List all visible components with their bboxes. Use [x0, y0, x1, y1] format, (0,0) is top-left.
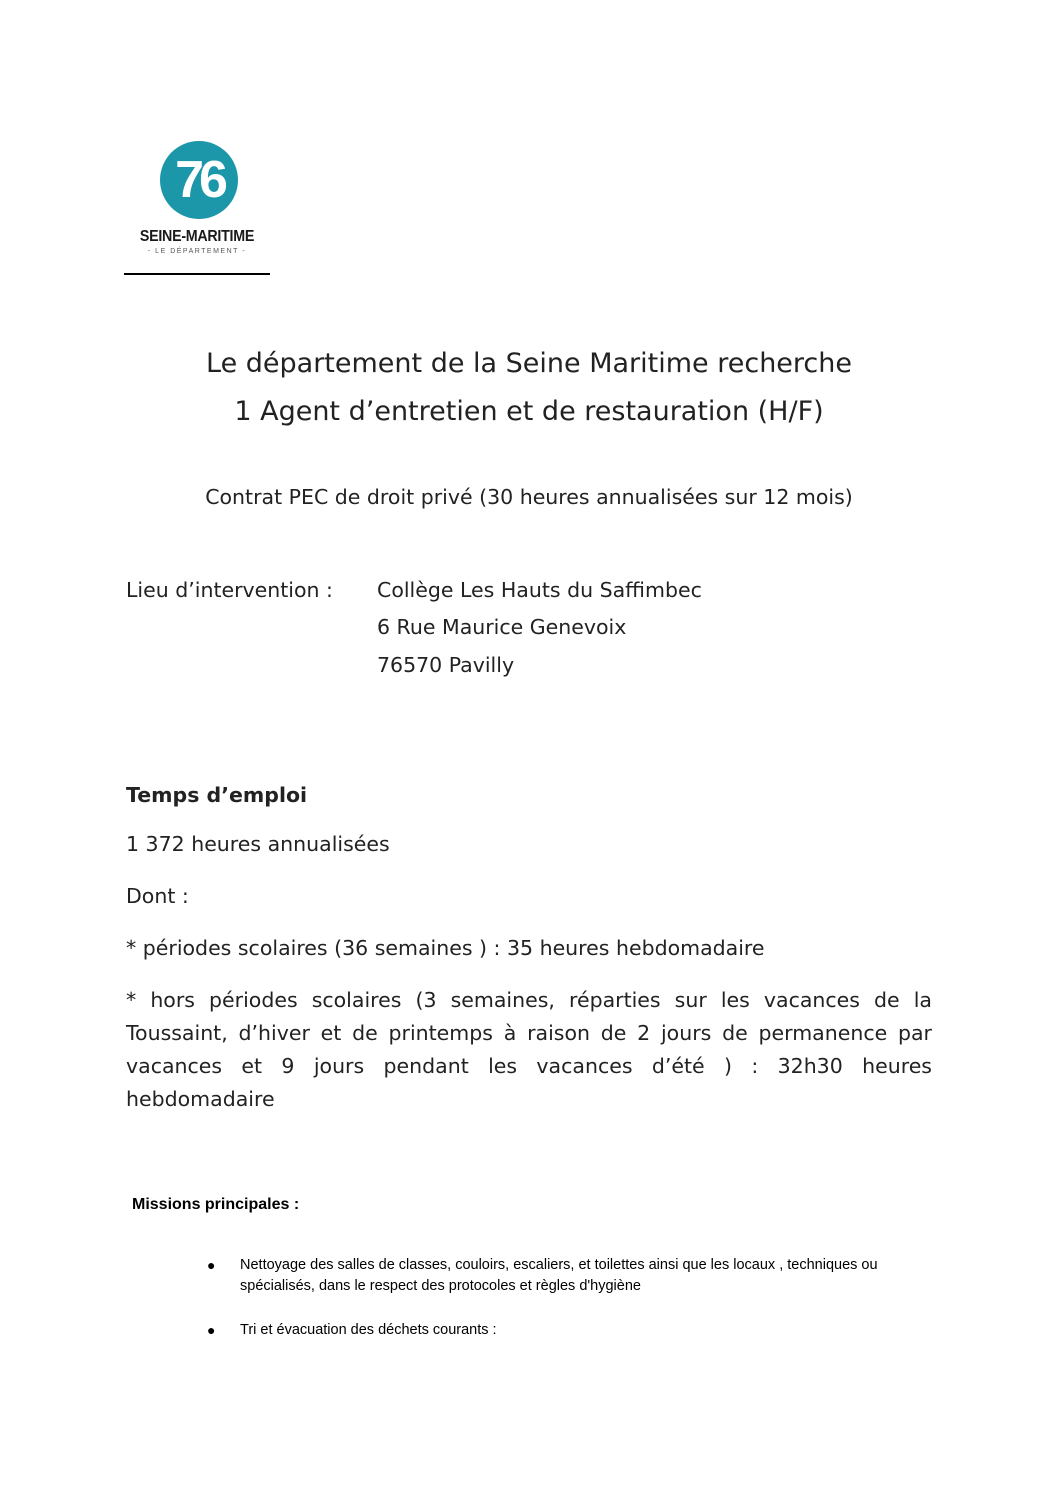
bullet-icon: ●: [207, 1322, 216, 1338]
logo-subtitle: - LE DÉPARTEMENT -: [147, 248, 247, 255]
mission-item-text: Tri et évacuation des déchets courants :: [240, 1322, 497, 1338]
school-periods: * périodes scolaires (36 semaines ) : 35 heures hebdomadaire: [126, 936, 765, 960]
location-line-3: 76570 Pavilly: [377, 653, 515, 677]
missions-heading: Missions principales :: [132, 1196, 300, 1213]
employment-total: 1 372 heures annualisées: [126, 832, 390, 856]
location-line-1: Collège Les Hauts du Saffimbec: [377, 578, 702, 602]
non-school-periods: * hors périodes scolaires (3 semaines, réparties sur les vacances de la Toussaint, d’hiver et de printemps à raison de 2 jours de permanence par vacances et 9 jours pendant les vacances d’été ) : 32h30 heures hebdomadaire: [126, 988, 932, 1111]
seine-maritime-logo: [122, 138, 272, 278]
title-line-1: Le département de la Seine Maritime recherche: [206, 348, 852, 379]
location-label: Lieu d’intervention :: [126, 578, 333, 602]
logo-name: SEINE-MARITIME: [139, 228, 255, 245]
title-line-2: 1 Agent d’entretien et de restauration (H/F): [234, 396, 824, 427]
location-line-2: 6 Rue Maurice Genevoix: [377, 615, 627, 639]
logo-divider: [124, 273, 270, 275]
mission-item-text: Nettoyage des salles de classes, couloirs, escaliers, et toilettes ainsi que les locaux , techniques ou spécialisés, dans le respect des protocoles et règles d'hygiène: [240, 1257, 878, 1294]
contract-type: Contrat PEC de droit privé (30 heures annualisées sur 12 mois): [205, 485, 853, 509]
bullet-icon: ●: [207, 1257, 216, 1273]
employment-dont: Dont :: [126, 884, 189, 908]
logo-number: 76: [175, 151, 223, 209]
page-title: [0, 340, 1058, 436]
logo-circle: [160, 141, 238, 219]
employment-heading: Temps d’emploi: [126, 783, 308, 807]
